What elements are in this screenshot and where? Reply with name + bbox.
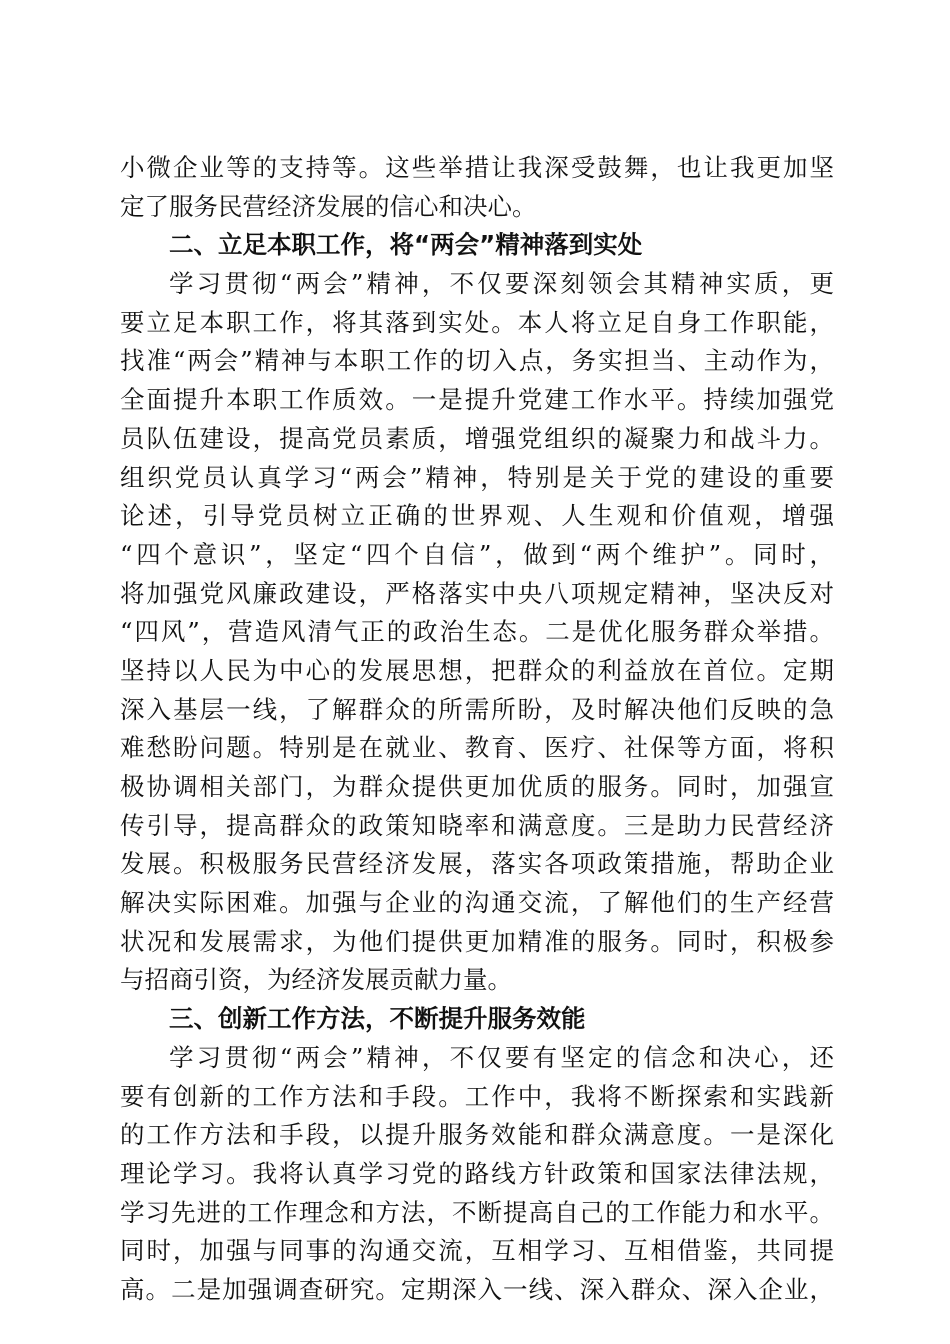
text-line: 难愁盼问题。特别是在就业、教育、医疗、社保等方面，将积 (120, 733, 834, 763)
text-line: 状况和发展需求，为他们提供更加精准的服务。同时，积极参 (120, 926, 834, 956)
text-line: 的工作方法和手段，以提升服务效能和群众满意度。一是深化 (120, 1120, 834, 1150)
text-line: 学习先进的工作理念和方法，不断提高自己的工作能力和水平。 (120, 1197, 834, 1227)
text-line: 员队伍建设，提高党员素质，增强党组织的凝聚力和战斗力。 (120, 423, 834, 453)
text-line: 同时，加强与同事的沟通交流，互相学习、互相借鉴，共同提 (120, 1236, 834, 1266)
text-line: 高。二是加强调查研究。定期深入一线、深入群众、深入企业， (120, 1274, 834, 1304)
text-line: 找准“两会”精神与本职工作的切入点，务实担当、主动作为， (120, 346, 834, 376)
text-line: 极协调相关部门，为群众提供更加优质的服务。同时，加强宣 (120, 772, 834, 801)
document-body (120, 149, 834, 1310)
text-line: 深入基层一线，了解群众的所需所盼，及时解决他们反映的急 (120, 694, 834, 724)
text-line: 坚持以人民为中心的发展思想，把群众的利益放在首位。定期 (120, 655, 834, 685)
section-heading: 二、立足本职工作，将“两会”精神落到实处 (169, 230, 643, 260)
paragraph-first-line: 学习贯彻“两会”精神，不仅要有坚定的信念和决心，还 (169, 1042, 834, 1072)
text-line: “四风”，营造风清气正的政治生态。二是优化服务群众举措。 (120, 617, 834, 647)
text-line: 定了服务民营经济发展的信心和决心。 (120, 191, 537, 221)
text-line: 理论学习。我将认真学习党的路线方针政策和国家法律法规， (120, 1158, 834, 1188)
text-line: 将加强党风廉政建设，严格落实中央八项规定精神，坚决反对 (120, 578, 834, 608)
text-line: 与招商引资，为经济发展贡献力量。 (120, 965, 512, 995)
text-line: 组织党员认真学习“两会”精神，特别是关于党的建设的重要 (120, 462, 834, 492)
text-line: 传引导，提高群众的政策知晓率和满意度。三是助力民营经济 (120, 810, 834, 840)
text-line: “四个意识”，坚定“四个自信”，做到“两个维护”。同时， (120, 539, 834, 569)
text-line: 全面提升本职工作质效。一是提升党建工作水平。持续加强党 (120, 385, 834, 415)
text-line: 论述，引导党员树立正确的世界观、人生观和价值观，增强 (120, 501, 834, 531)
text-line: 小微企业等的支持等。这些举措让我深受鼓舞，也让我更加坚 (120, 153, 834, 182)
paragraph-first-line: 学习贯彻“两会”精神，不仅要深刻领会其精神实质，更 (169, 269, 834, 299)
section-heading: 三、创新工作方法，不断提升服务效能 (169, 1004, 586, 1034)
text-line: 要有创新的工作方法和手段。工作中，我将不断探索和实践新 (120, 1081, 834, 1111)
text-line: 解决实际困难。加强与企业的沟通交流，了解他们的生产经营 (120, 888, 834, 918)
text-line: 发展。积极服务民营经济发展，落实各项政策措施，帮助企业 (120, 849, 834, 879)
text-line: 要立足本职工作，将其落到实处。本人将立足自身工作职能， (120, 307, 834, 337)
